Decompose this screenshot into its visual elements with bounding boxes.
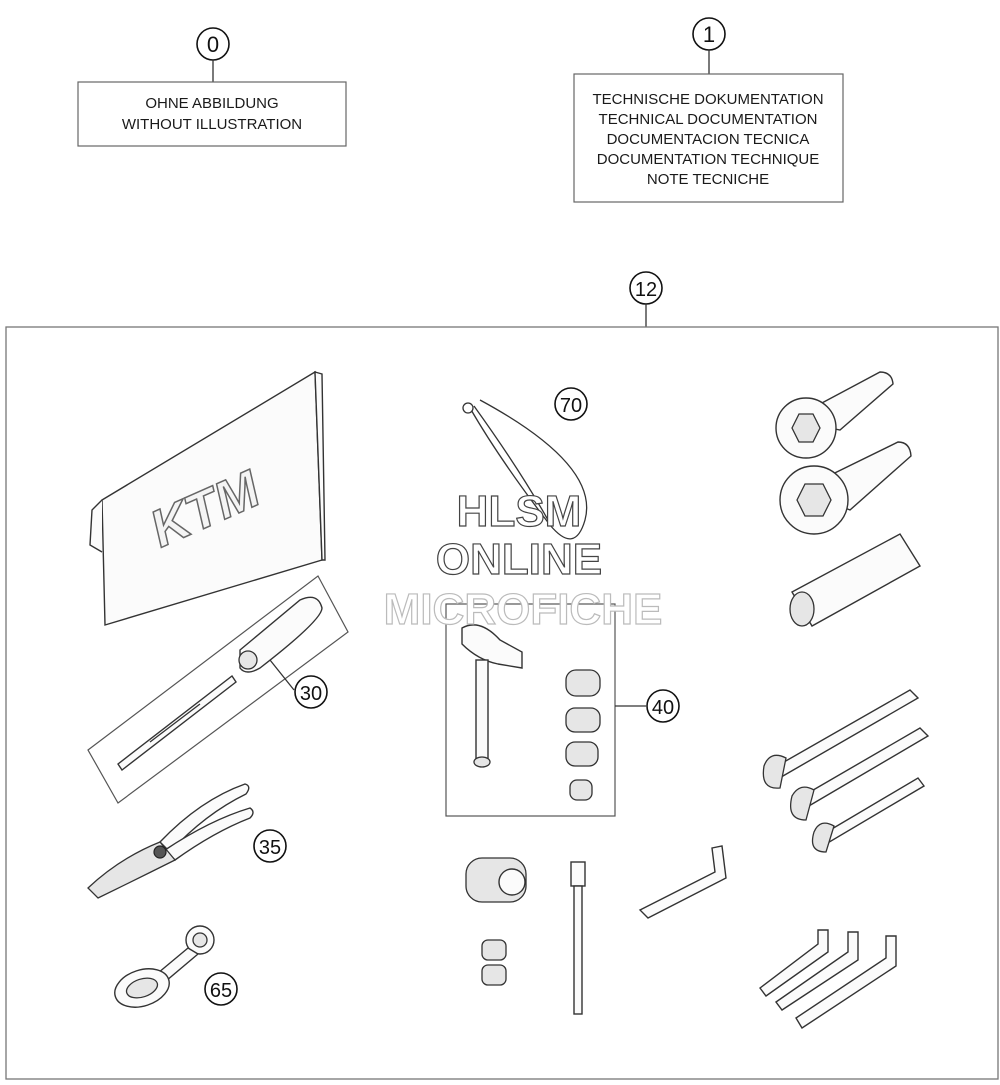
callout-1[interactable] [693,18,725,50]
note-box-technical-documentation [574,74,843,202]
note-box-without-illustration [78,82,346,146]
ktm-logo: KTM [141,460,269,559]
box1-line3: DOCUMENTACION TECNICA [606,131,810,148]
callout-65[interactable] [205,973,237,1005]
callout-30[interactable] [295,676,327,708]
callout-40-label: 40 [651,697,675,719]
box0-line2: WITHOUT ILLUSTRATION [121,116,303,133]
box1-line4: DOCUMENTATION TECHNIQUE [596,151,820,168]
box0-line1: OHNE ABBILDUNG [145,95,279,112]
callout-70[interactable] [555,388,587,420]
callout-1-label: 1 [702,22,716,47]
callout-65-label: 65 [209,980,233,1002]
t-handle-socket-set [446,604,615,816]
hex-key-loose [640,846,726,918]
tube-handle [790,534,920,626]
box1-line1: TECHNISCHE DOKUMENTATION [592,91,824,108]
watermark [384,487,663,634]
callout-40[interactable] [647,690,679,722]
callout-0-label: 0 [206,32,220,57]
callout-70-label: 70 [559,395,583,417]
open-end-wrenches [763,690,928,852]
box1-line5: NOTE TECNICHE [646,171,770,188]
watermark-line2: ONLINE [435,535,603,584]
socket-bar [571,862,585,1014]
tool-bag [90,372,325,625]
box1-line2: TECHNICAL DOCUMENTATION [598,111,818,128]
watermark-line1: HLSM [456,487,582,536]
callout-30-label: 30 [299,683,323,705]
callout-12-label: 12 [634,279,658,301]
loose-sockets [466,858,526,985]
callout-35[interactable] [254,830,286,862]
ring-spanner [110,926,214,1014]
callout-0[interactable] [197,28,229,60]
callout-35-label: 35 [258,837,282,859]
callout-12[interactable] [630,272,662,304]
pin-spanner-small [776,372,893,458]
allen-keys [760,930,896,1028]
watermark-line3: MICROFICHE [383,585,663,634]
pliers [88,784,253,898]
